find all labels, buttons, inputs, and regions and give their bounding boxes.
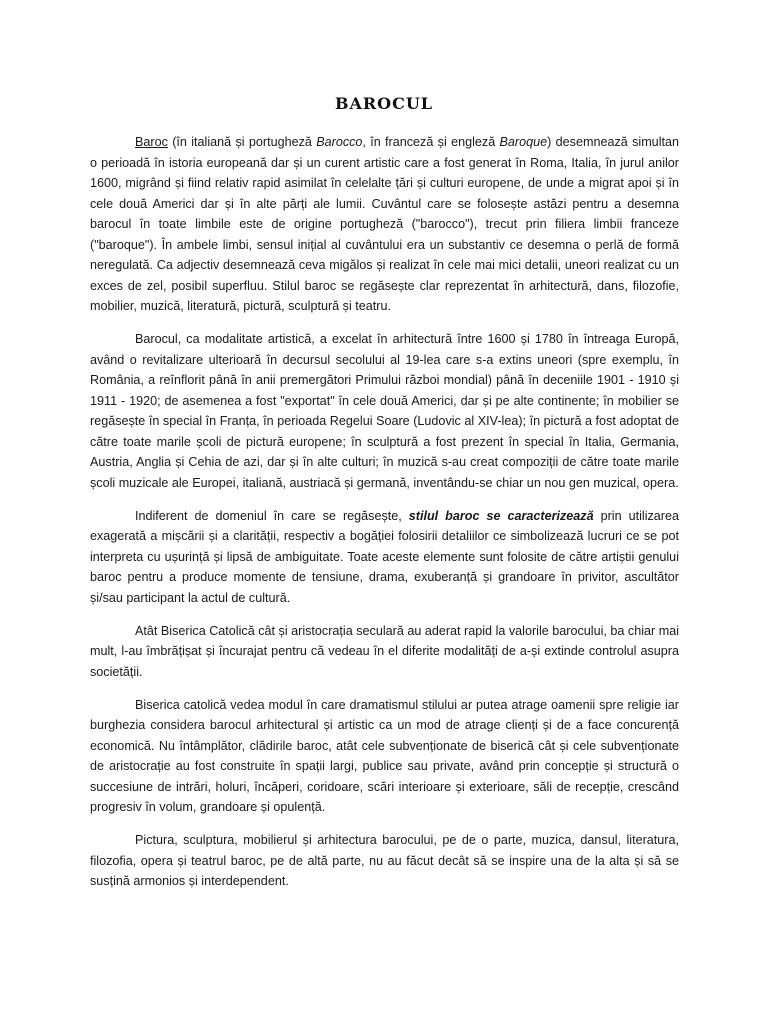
paragraph-1-italic-barocco: Barocco bbox=[316, 135, 363, 149]
paragraph-1 bbox=[90, 132, 679, 317]
article-body bbox=[90, 132, 679, 892]
baroc-link[interactable]: Baroc bbox=[135, 135, 168, 149]
paragraph-3-text-b: prin utilizarea exagerată a mișcării și a clarității, respectiv a bogăției folosirii detaliilor ce simbolizează lucruri ce se pot interpreta cu ușurință și lipsă de ambiguitate. Toate aceste elemente sunt folosite de către artiștii genului baroc pentru a produce momente de tensiune, drama, exuberanță și grandoare în privitor, ascultător și/sau participant la actul de cultură. bbox=[90, 508, 679, 605]
page-title: BAROCUL bbox=[334, 94, 434, 113]
paragraph-2: Barocul, ca modalitate artistică, a excelat în arhitectură între 1600 și 1780 în întreaga Europă, având o revitalizare ulterioară în decursul secolului al 19-lea care s-a extins uneori (spre exemplu, în România, a reînflorit până în anii premergători Primului război mondial) până în deceniile 1901 - 1910 și 1911 - 1920; de asemenea a fost "exportat" în cele două Americi, dar și pe alte continente; în mobilier se regăsește în special în Franța, în perioada Regelui Soare (Ludovic al XIV-lea); în pictură a fost adoptat de către toate marile școli de pictură europene; în sculptură a fost prezent în special în Italia, Germania, Austria, Anglia și Cehia de azi, dar și în alte culturi; în muzică s-au creat compoziții de către toate marile școli muzicale ale Europei, italiană, austriacă și germană, inventându-se chiar un nou gen muzical, opera. bbox=[90, 332, 679, 490]
paragraph-1-text-b: , în franceză și engleză bbox=[362, 135, 500, 149]
paragraph-3-text-a: Indiferent de domeniul în care se regăsește, bbox=[135, 508, 409, 523]
paragraph-3 bbox=[90, 506, 679, 609]
paragraph-6: Pictura, sculptura, mobilierul și arhitectura barocului, pe de o parte, muzica, dansul, literatura, filozofia, opera și teatrul baroc, pe de altă parte, nu au făcut decât să se inspire una de la alta și să se susțină armonios și interdependent. bbox=[90, 833, 679, 888]
paragraph-1-text-a: (în italiană și portugheză bbox=[167, 135, 317, 149]
paragraph-1-italic-baroque: Baroque bbox=[499, 135, 548, 149]
paragraph-5: Biserica catolică vedea modul în care dramatismul stilului ar putea atrage oamenii spre religie iar burghezia considera barocul arhitectural și artistic ca un mod de atrage clienți și de a face concurență economică. Nu întâmplător, clădirile baroc, atât cele subvenționate de biserică cât și cele subvenționate de aristocrație au fost construite în spații largi, publice sau private, având prin concepție și structură o succesiune de intrări, holuri, încăperi, coridoare, scări interioare și exterioare, săli de recepție, crescând progresiv în volum, grandoare și opulență. bbox=[90, 697, 679, 814]
paragraph-1-text-c: ) desemnează simultan o perioadă în istoria europeană dar și un curent artistic care a fost generat în Roma, Italia, în jurul anilor 1600, migrând și fiind relativ rapid asimilat în celelalte țări și culturi europene, de unde a migrat apoi și în cele două Americi dar și în alte părți ale lumii. Cuvântul care se folosește astăzi pentru a desemna barocul în toate limbile este de origine portugheză ("barocco"), trecut prin filiera limbii franceze ("baroque"). În ambele limbi, sensul inițial al cuvântului era un substantiv ce desemna o perlă de formă neregulată. Ca adjectiv desemnează ceva migălos și realizat în cele mai mici detalii, uneori realizat cu un exces de zel, posibil superfluu. Stilul baroc se regăsește clar reprezentat în arhitectură, dans, filozofie, mobilier, muzică, literatură, pictură, sculptură și teatru. bbox=[90, 135, 679, 313]
paragraph-3-emphasis: stilul baroc se caracterizează bbox=[408, 508, 594, 523]
paragraph-4: Atât Biserica Catolică cât și aristocrația seculară au aderat rapid la valorile barocului, ba chiar mai mult, l-au îmbrățișat și încurajat pentru că vedeau în el diferite modalități de a-și extinde controlul asupra societății. bbox=[90, 623, 679, 679]
